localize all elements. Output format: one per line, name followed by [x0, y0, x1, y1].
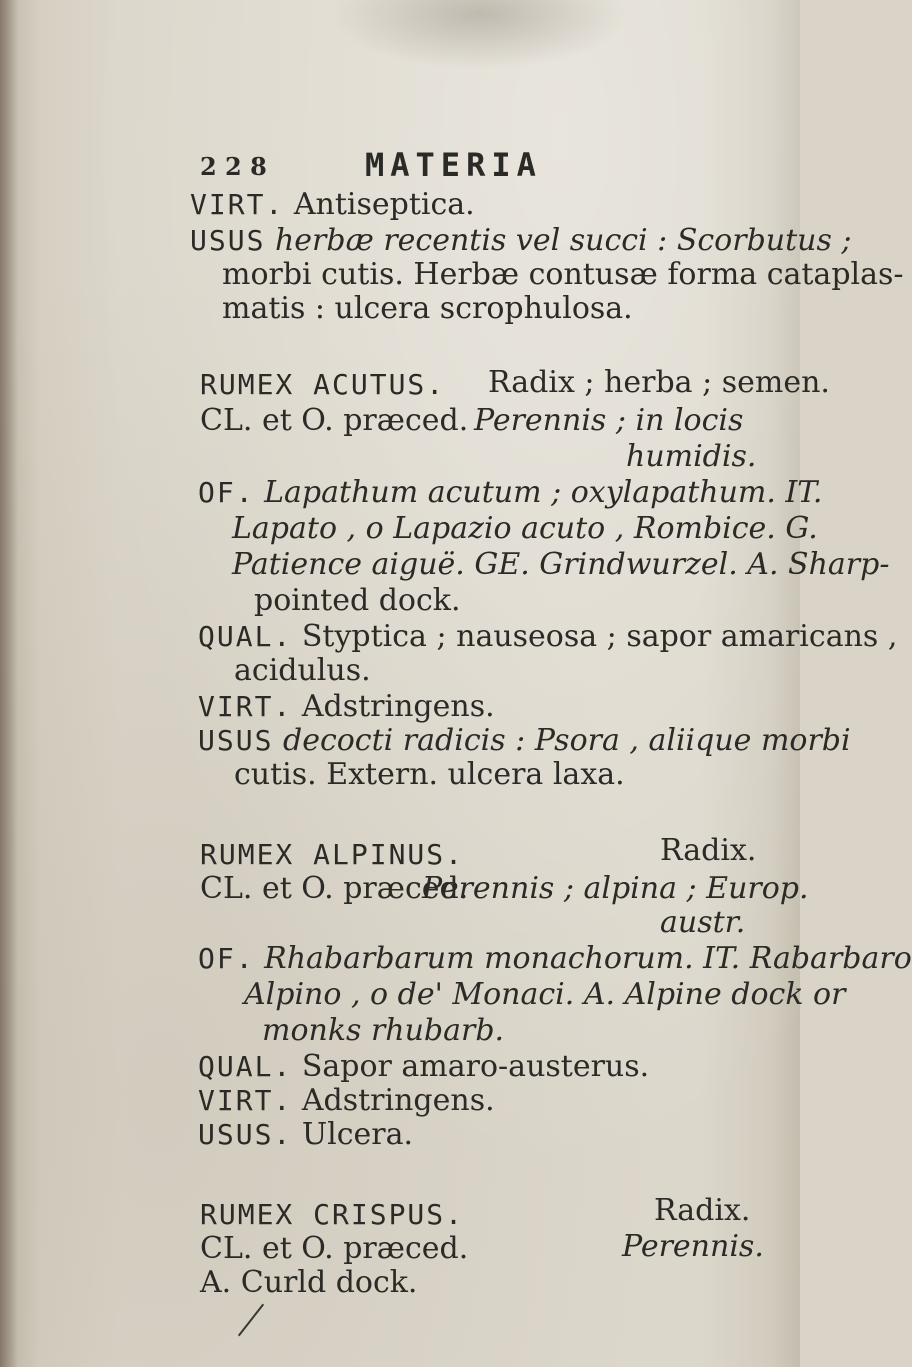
entry-of-acutus-2: Lapato , o Lapazio acuto , Rombice. G. — [232, 511, 818, 546]
entry-cl-alpinus: CL. et O. præced. — [200, 871, 469, 906]
entry-of-alpinus: OF. Rhabarbarum monachorum. IT. Rabarbaro — [198, 941, 912, 976]
entry-virt-alpinus: VIRT. Adstringens. — [198, 1083, 495, 1118]
entry-virt-acutus: VIRT. Adstringens. — [198, 689, 495, 724]
entry-of-alpinus-2: Alpino , o de' Monaci. A. Alpine dock or — [244, 977, 846, 1012]
page-number: 2 2 8 — [200, 152, 267, 181]
entry-qual-acutus-2: acidulus. — [234, 653, 371, 688]
entry-qual-acutus: QUAL. Styptica ; nauseosa ; sapor amaricans , — [198, 619, 898, 654]
entry-title-alpinus: RUMEX ALPINUS. — [200, 838, 465, 871]
entry-part-alpinus: Radix. — [660, 833, 757, 868]
entry-title-acutus: RUMEX ACUTUS. — [200, 368, 446, 401]
entry-habitat-alpinus-2: austr. — [660, 905, 746, 940]
entry-habitat-alpinus: Perennis ; alpina ; Europ. — [422, 871, 809, 906]
entry-habitat-acutus-2: humidis. — [626, 439, 757, 474]
entry-qual-alpinus: QUAL. Sapor amaro-austerus. — [198, 1049, 650, 1084]
entry-part-crispus: Radix. — [654, 1193, 751, 1228]
entry-of-acutus-3: Patience aiguë. GE. Grindwurzel. A. Sharp- — [232, 547, 890, 582]
page-shadow-edge — [0, 0, 18, 1367]
pencil-mark — [238, 1304, 264, 1337]
entry-part-acutus: Radix ; herba ; semen. — [488, 365, 830, 400]
paper-stain — [330, 0, 630, 70]
intro-virt: VIRT. Antiseptica. — [190, 187, 475, 222]
intro-usus: USUS herbæ recentis vel succi : Scorbutus ; — [190, 223, 852, 258]
entry-of-acutus: OF. Lapathum acutum ; oxylapathum. IT. — [198, 475, 823, 510]
entry-usus-alpinus: USUS. Ulcera. — [198, 1117, 414, 1152]
entry-usus-acutus-2: cutis. Extern. ulcera laxa. — [234, 757, 625, 792]
entry-usus-acutus: USUS decocti radicis : Psora , aliique morbi — [198, 723, 851, 758]
entry-of-acutus-4: pointed dock. — [254, 583, 461, 618]
intro-usus-line3: matis : ulcera scrophulosa. — [222, 291, 633, 326]
entry-of-alpinus-3: monks rhubarb. — [262, 1013, 505, 1048]
running-title: MATERIA — [365, 146, 542, 184]
entry-habitat-crispus: Perennis. — [622, 1229, 764, 1264]
entry-habitat-acutus: Perennis ; in locis — [474, 403, 744, 438]
intro-usus-line2: morbi cutis. Herbæ contusæ forma cataplas- — [222, 257, 904, 292]
entry-title-crispus: RUMEX CRISPUS. — [200, 1198, 465, 1231]
entry-common-name-crispus: A. Curld dock. — [200, 1265, 418, 1300]
entry-cl-crispus: CL. et O. præced. — [200, 1231, 469, 1266]
entry-cl-acutus: CL. et O. præced. — [200, 403, 469, 438]
